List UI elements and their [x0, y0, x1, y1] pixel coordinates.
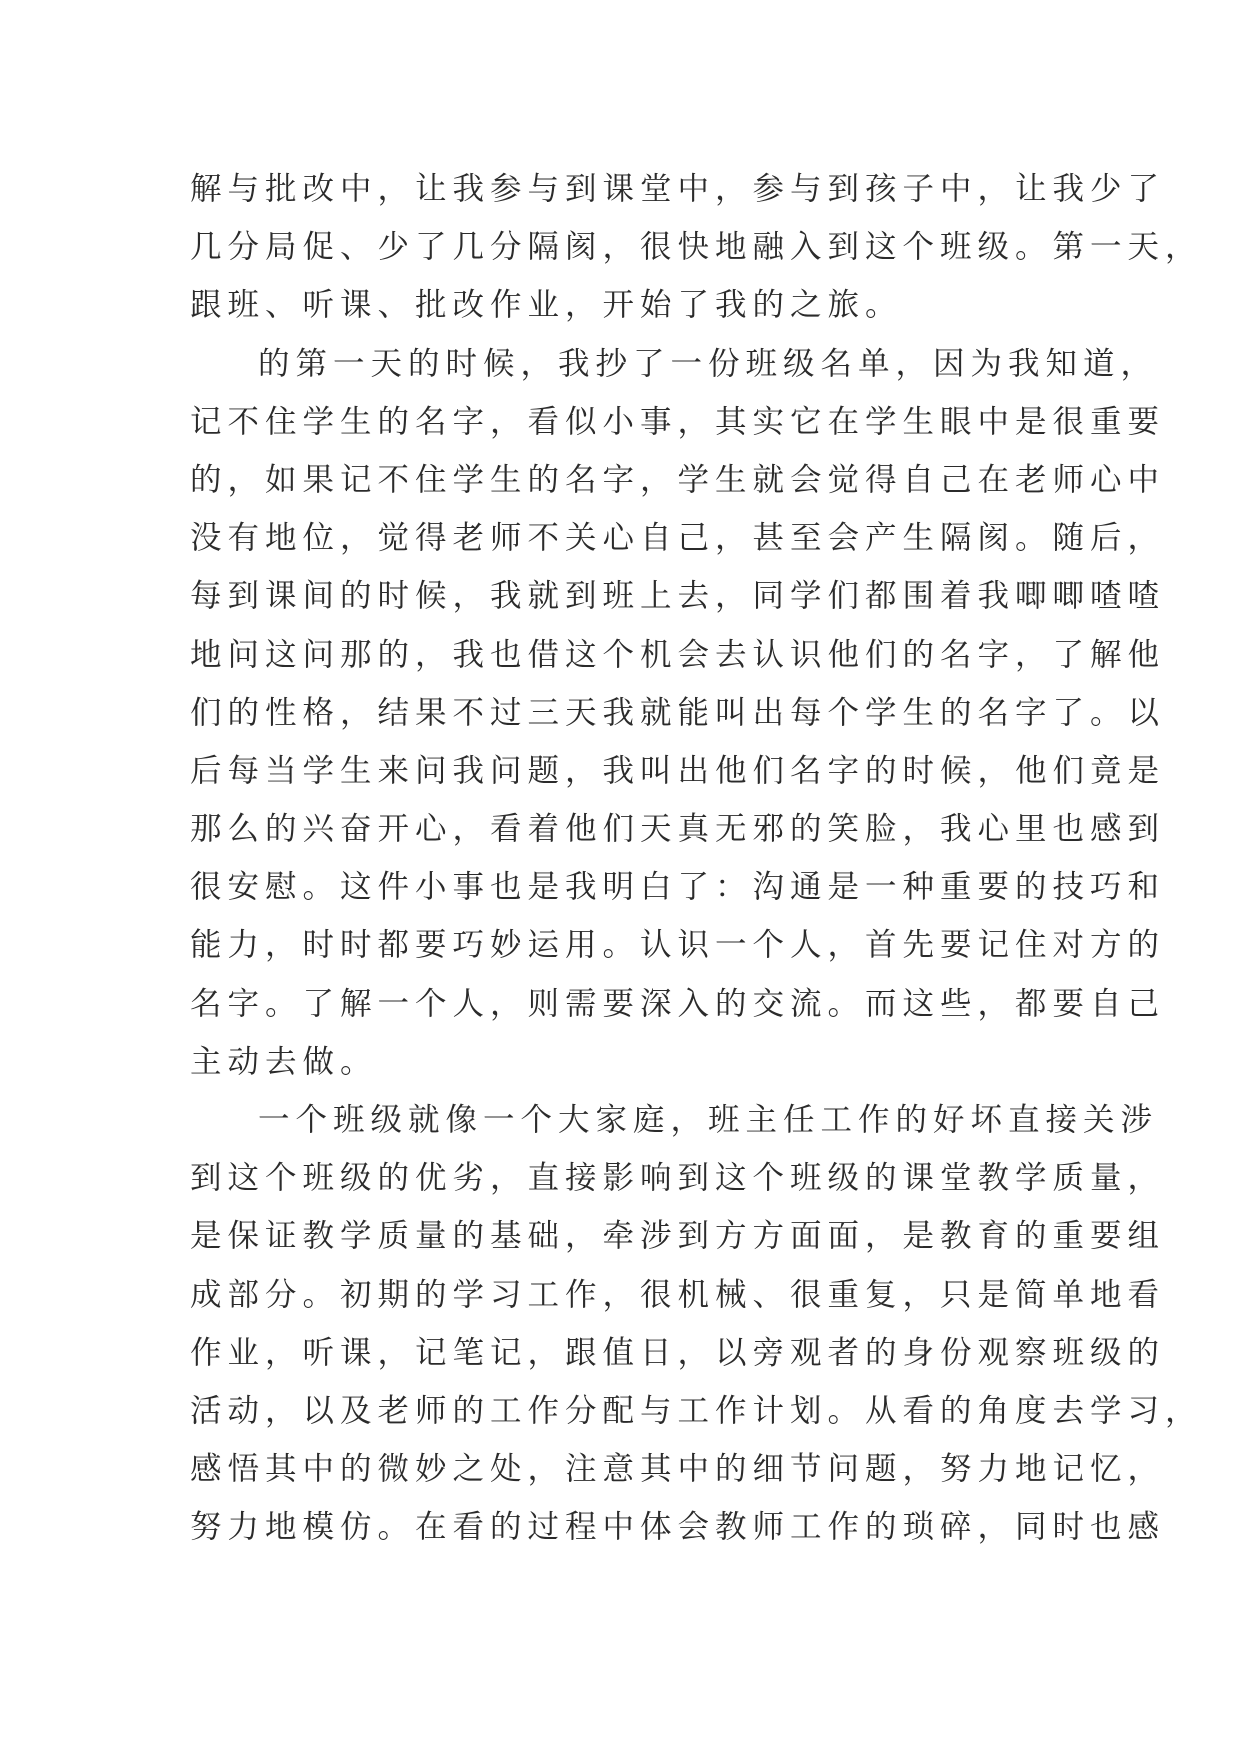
- text-line: 名字。了解一个人，则需要深入的交流。而这些，都要自己: [190, 985, 1166, 1022]
- text-line: 能力，时时都要巧妙运用。认识一个人，首先要记住对方的: [190, 927, 1166, 964]
- text-line: 们的性格，结果不过三天我就能叫出每个学生的名字了。以: [190, 694, 1166, 731]
- text-line: 主动去做。: [190, 1043, 378, 1080]
- text-line: 是保证教学质量的基础，牵涉到方方面面，是教育的重要组: [190, 1218, 1166, 1255]
- text-line: 几分局促、少了几分隔阂，很快地融入到这个班级。第一天，: [190, 229, 1203, 266]
- text-line: 跟班、听课、批改作业，开始了我的之旅。: [190, 287, 903, 324]
- text-line: 解与批改中，让我参与到课堂中，参与到孩子中，让我少了: [190, 171, 1166, 207]
- text-line: 每到课间的时候，我就到班上去，同学们都围着我唧唧喳喳: [190, 578, 1166, 615]
- text-line: 记不住学生的名字，看似小事，其实它在学生眼中是很重要: [190, 403, 1166, 440]
- text-line: 活动，以及老师的工作分配与工作计划。从看的角度去学习，: [190, 1392, 1203, 1429]
- text-line: 到这个班级的优劣，直接影响到这个班级的课堂教学质量，: [190, 1160, 1166, 1197]
- text-line: 作业，听课，记笔记，跟值日，以旁观者的身份观察班级的: [190, 1334, 1166, 1371]
- text-line: 成部分。初期的学习工作，很机械、很重复，只是简单地看: [190, 1276, 1166, 1313]
- text-line: 努力地模仿。在看的过程中体会教师工作的琐碎，同时也感: [190, 1509, 1166, 1546]
- body-text: [190, 160, 1203, 1557]
- text-line: 感悟其中的微妙之处，注意其中的细节问题，努力地记忆，: [190, 1451, 1166, 1488]
- text-line: 一个班级就像一个大家庭，班主任工作的好坏直接关涉: [258, 1102, 1159, 1138]
- text-line: 没有地位，觉得老师不关心自己，甚至会产生隔阂。随后，: [190, 520, 1166, 557]
- text-line: 的，如果记不住学生的名字，学生就会觉得自己在老师心中: [190, 461, 1166, 498]
- text-line: 很安慰。这件小事也是我明白了：沟通是一种重要的技巧和: [190, 869, 1166, 906]
- text-line: 那么的兴奋开心，看着他们天真无邪的笑脸，我心里也感到: [190, 811, 1166, 848]
- text-line: 地问这问那的，我也借这个机会去认识他们的名字，了解他: [190, 636, 1166, 673]
- text-line: 的第一天的时候，我抄了一份班级名单，因为我知道，: [258, 345, 1159, 382]
- text-line: 后每当学生来问我问题，我叫出他们名字的时候，他们竟是: [190, 752, 1166, 789]
